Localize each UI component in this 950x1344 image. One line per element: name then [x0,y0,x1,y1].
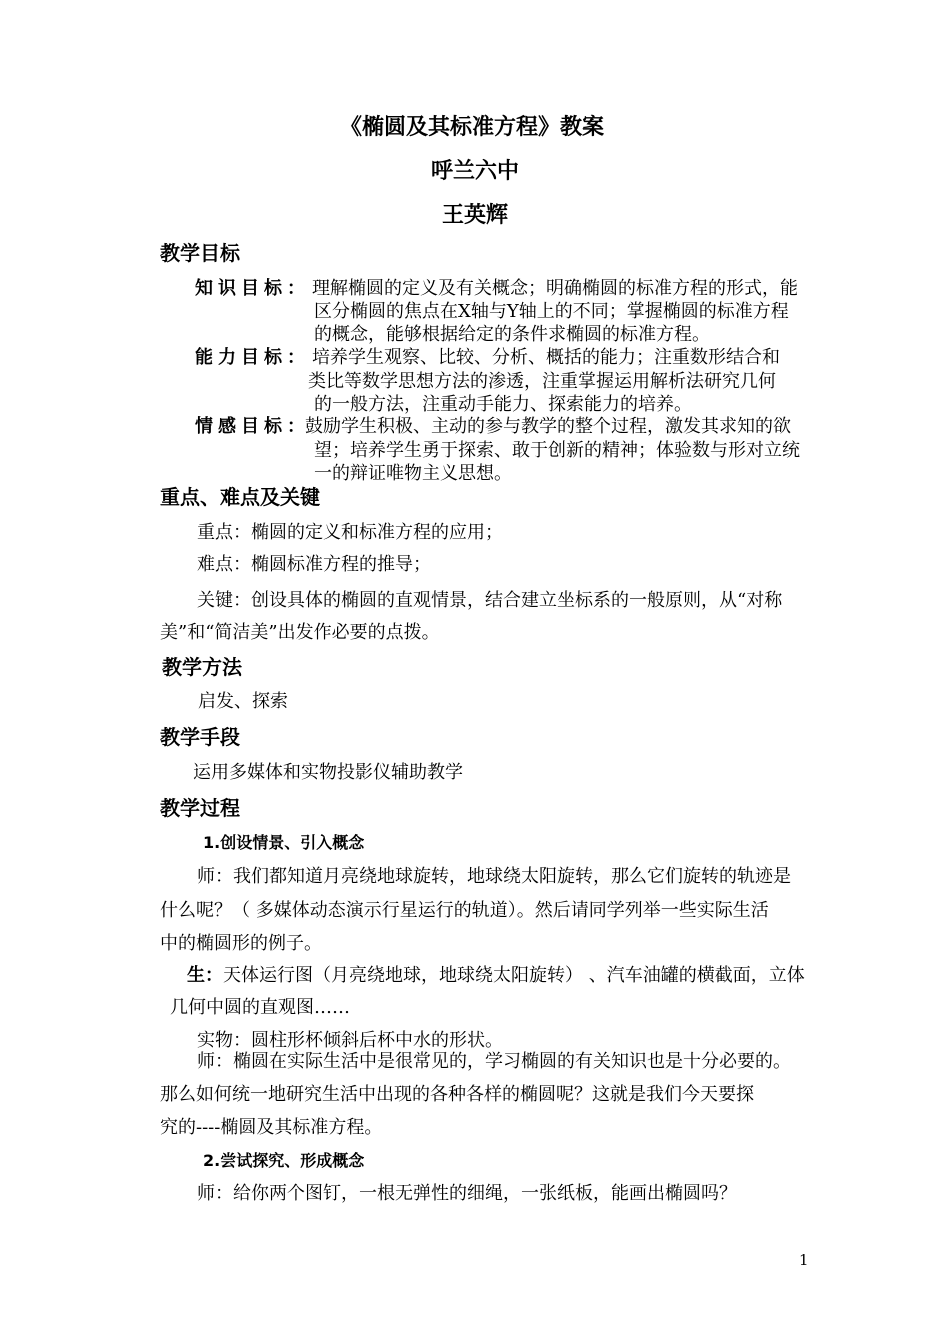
teacher-paragraph-line: 什么呢？（ 多媒体动态演示行星运行的轨道）。然后请同学列举一些实际生活 [160,900,769,921]
step1-title: 1.创设情景、引入概念 [203,833,365,852]
teacher-paragraph-line: 师：椭圆在实际生活中是很常见的，学习椭圆的有关知识也是十分必要的。 [197,1051,791,1072]
object-line: 实物：圆柱形杯倾斜后杯中水的形状。 [197,1030,503,1051]
teacher-paragraph-line: 究的----椭圆及其标准方程。 [160,1117,383,1138]
keypoint-line: 重点：椭圆的定义和标准方程的应用； [197,522,503,543]
teacher-paragraph-line: 中的椭圆形的例子。 [160,933,322,954]
knowledge-objective-line: 的概念，能够根据给定的条件求椭圆的标准方程。 [314,324,710,345]
emotion-objective-line: 鼓励学生积极、主动的参与教学的整个过程，激发其求知的欲 [305,416,791,437]
teacher-paragraph-line: 师：我们都知道月亮绕地球旋转，地球绕太阳旋转，那么它们旋转的轨迹是 [197,866,791,887]
teacher-paragraph-line: 师：给你两个图钉，一根无弹性的细绳，一张纸板，能画出椭圆吗？ [197,1183,737,1204]
emotion-objective-line: 望；培养学生勇于探索、敢于创新的精神；体验数与形对立统 [314,440,800,461]
knowledge-objective-line: 理解椭圆的定义及有关概念；明确椭圆的标准方程的形式，能 [312,278,798,299]
emotion-objective-label: 情感目标： [195,416,310,437]
keypoint-line: 关键：创设具体的椭圆的直观情景，结合建立坐标系的一般原则，从“对称 [197,590,783,611]
ability-objective-line: 培养学生观察、比较、分析、概括的能力；注重数形结合和 [312,347,780,368]
author-name: 王英辉 [442,203,509,228]
emotion-objective-line: 一的辩证唯物主义思想。 [314,463,512,484]
document-title: 《椭圆及其标准方程》教案 [340,115,605,140]
student-label: 生： [187,965,223,986]
ability-objective-label: 能力目标： [195,347,310,368]
teacher-paragraph-line: 那么如何统一地研究生活中出现的各种各样的椭圆呢？这就是我们今天要探 [160,1084,754,1105]
knowledge-objective-label: 知识目标： [195,278,310,299]
process-heading: 教学过程 [160,796,240,820]
ability-objective-line: 的一般方法，注重动手能力、探索能力的培养。 [314,394,692,415]
page-number: 1 [799,1251,809,1269]
method-heading: 教学方法 [162,655,242,679]
keypoints-heading: 重点、难点及关键 [160,485,320,509]
method-text: 启发、探索 [198,691,288,712]
means-heading: 教学手段 [160,725,240,749]
student-paragraph-line: 天体运行图（月亮绕地球，地球绕太阳旋转） 、汽车油罐的横截面，立体 [223,965,805,986]
step2-title: 2.尝试探究、形成概念 [203,1151,365,1170]
keypoint-line: 美”和“简洁美”出发作必要的点拨。 [160,622,440,643]
student-paragraph-line: 几何中圆的直观图…… [170,997,350,1018]
keypoint-line: 难点：椭圆标准方程的推导； [197,554,431,575]
school-name: 呼兰六中 [431,159,520,184]
ability-objective-line: 类比等数学思想方法的渗透，注重掌握运用解析法研究几何 [308,371,776,392]
means-text: 运用多媒体和实物投影仪辅助教学 [193,762,463,783]
objectives-heading: 教学目标 [160,241,240,265]
knowledge-objective-line: 区分椭圆的焦点在X轴与Y轴上的不同；掌握椭圆的标准方程 [314,301,789,322]
